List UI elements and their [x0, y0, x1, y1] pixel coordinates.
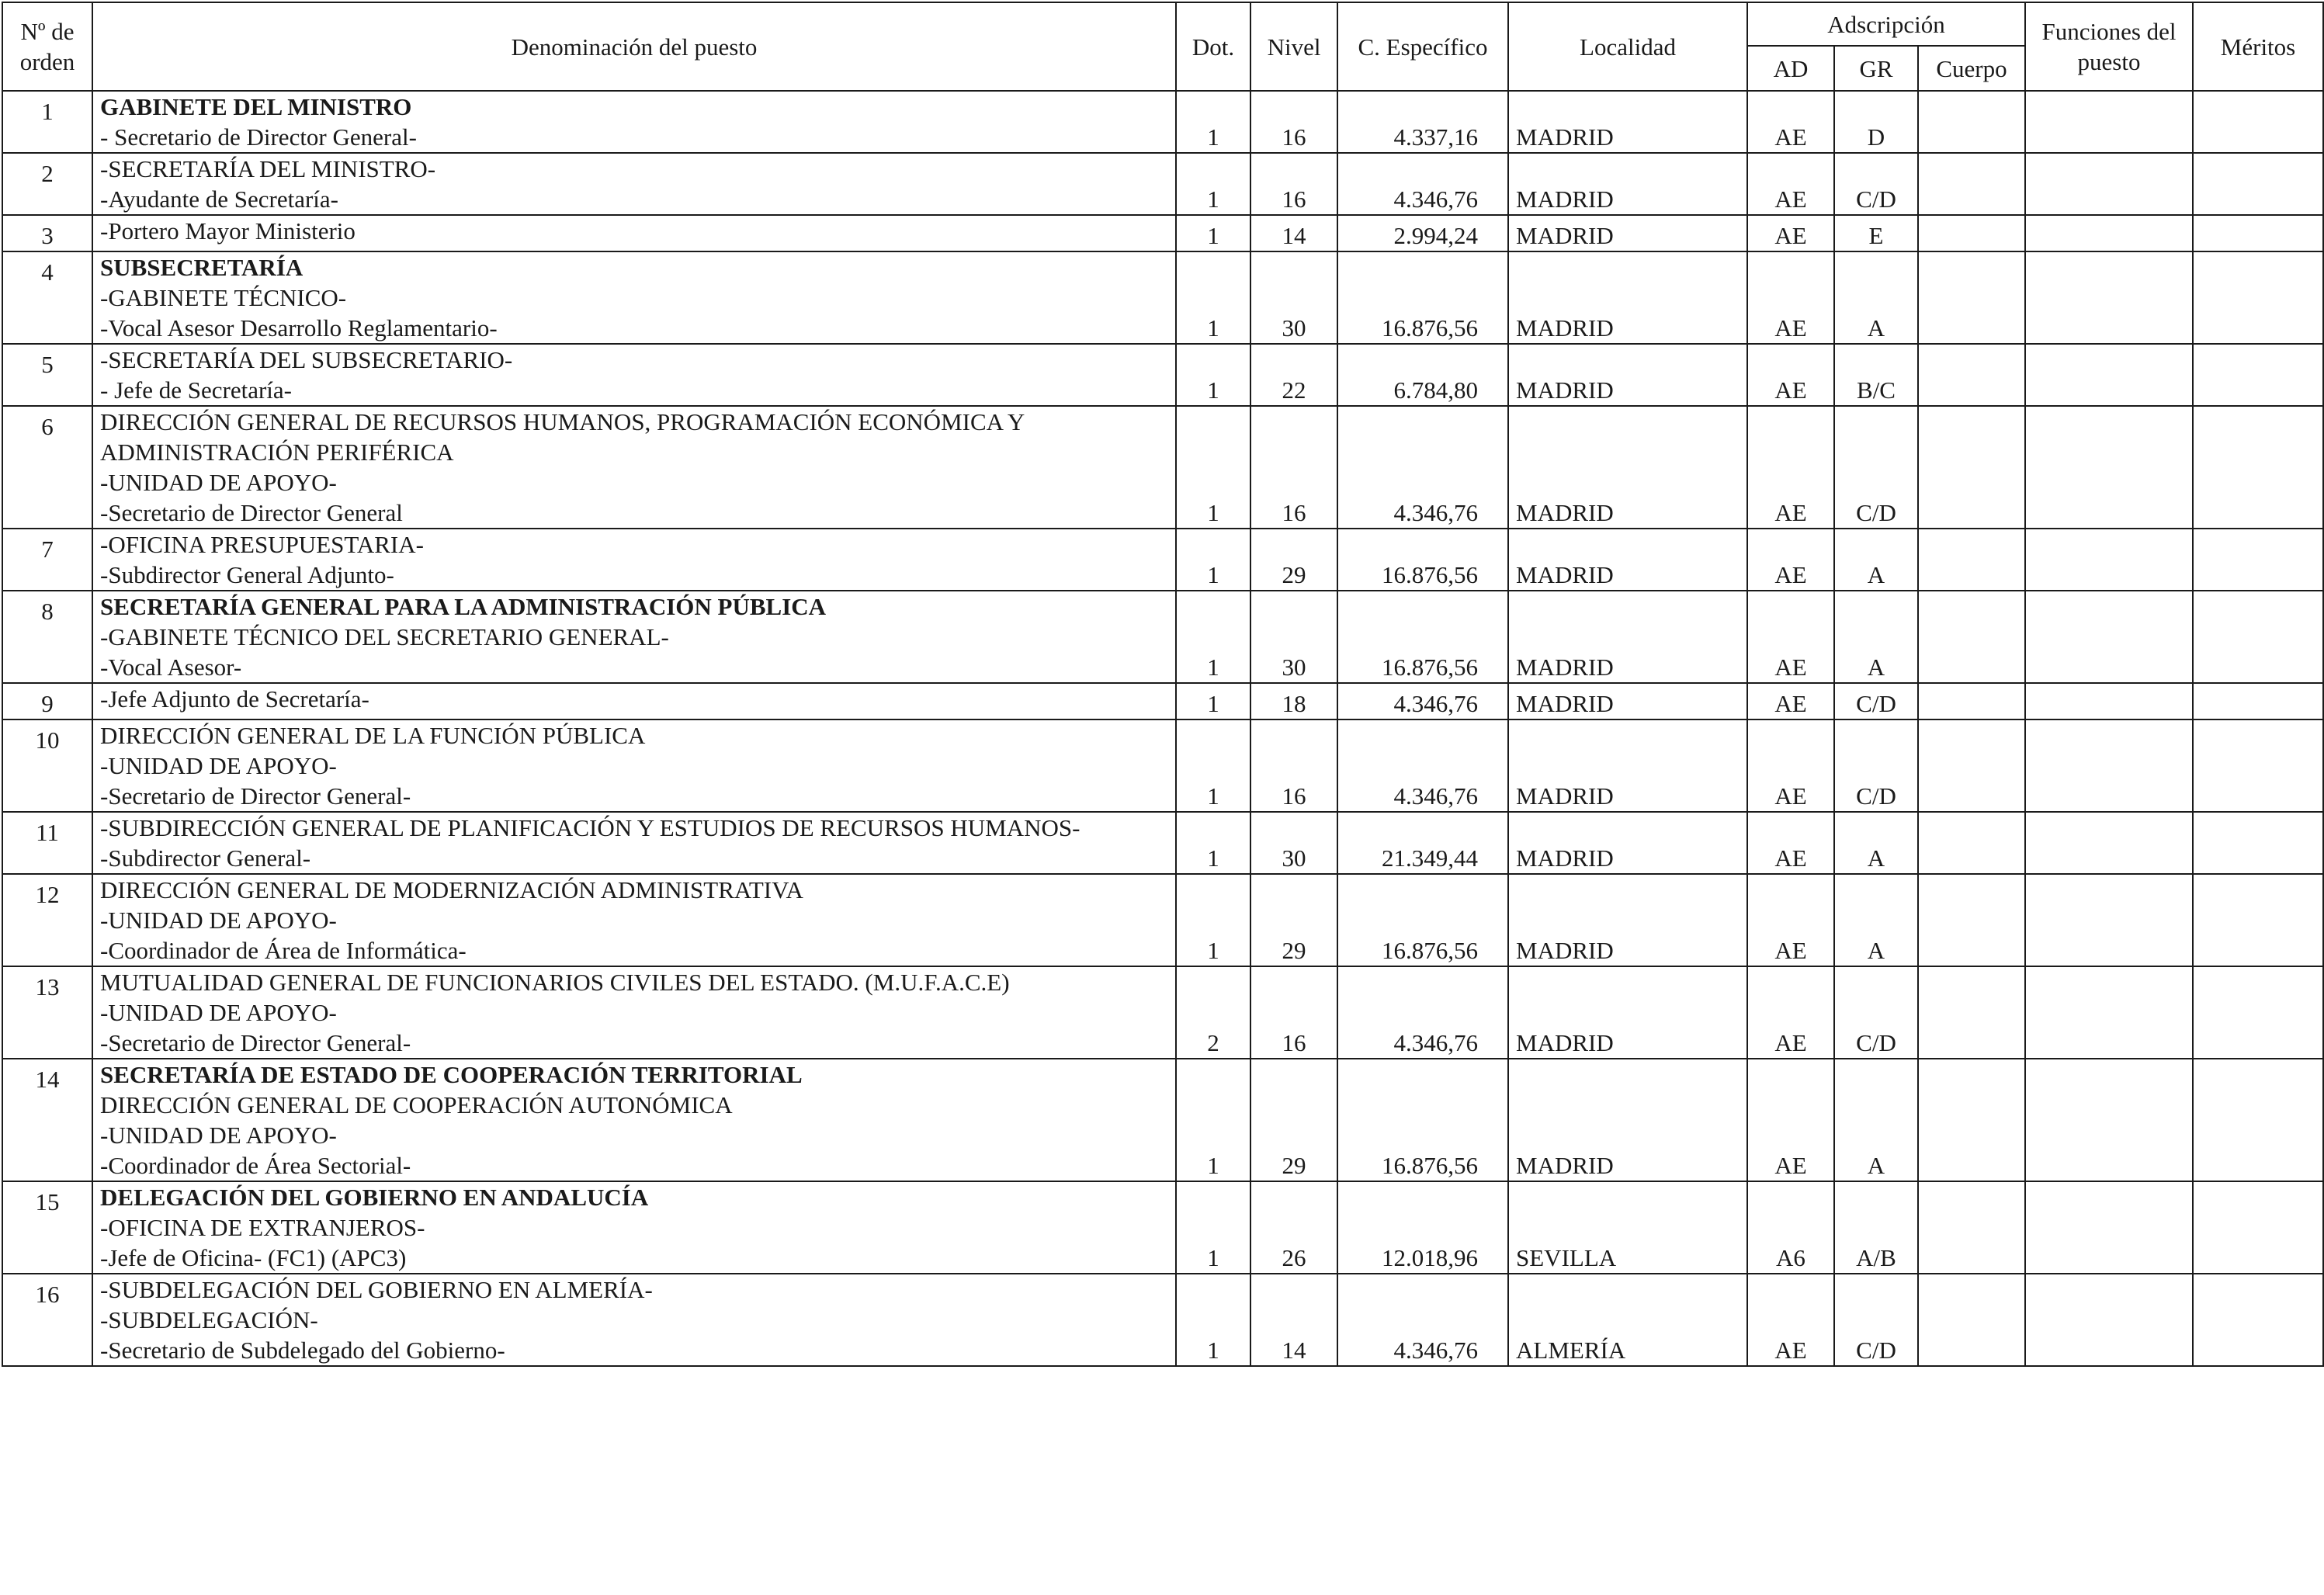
cell-dot: 1 — [1176, 683, 1250, 719]
cell-funciones — [2025, 683, 2193, 719]
cell-funciones — [2025, 966, 2193, 1059]
cell-ad: AE — [1747, 719, 1834, 812]
cell-n-orden: 13 — [2, 966, 92, 1059]
cell-denominacion — [92, 251, 1176, 344]
denominacion-line: -Secretario de Director General- — [100, 782, 411, 810]
cell-localidad: MADRID — [1508, 529, 1747, 591]
cell-funciones — [2025, 344, 2193, 406]
cell-funciones — [2025, 91, 2193, 153]
cell-c-especifico: 2.994,24 — [1337, 215, 1508, 251]
cell-dot: 1 — [1176, 812, 1250, 874]
cell-dot: 1 — [1176, 874, 1250, 966]
cell-cuerpo — [1918, 1181, 2025, 1274]
denominacion-line: -UNIDAD DE APOYO- — [100, 1122, 337, 1149]
cell-funciones — [2025, 591, 2193, 683]
cell-meritos — [2193, 1059, 2323, 1181]
cell-denominacion — [92, 529, 1176, 591]
cell-n-orden: 2 — [2, 153, 92, 215]
cell-nivel: 30 — [1250, 591, 1337, 683]
cell-localidad: MADRID — [1508, 591, 1747, 683]
cell-nivel: 29 — [1250, 874, 1337, 966]
cell-n-orden: 12 — [2, 874, 92, 966]
cell-nivel: 30 — [1250, 251, 1337, 344]
denominacion-line: -Subdirector General Adjunto- — [100, 561, 394, 588]
cell-dot: 2 — [1176, 966, 1250, 1059]
cell-dot: 1 — [1176, 153, 1250, 215]
cell-c-especifico: 4.346,76 — [1337, 719, 1508, 812]
denominacion-line: SUBSECRETARÍA — [100, 254, 304, 281]
denominacion-line: DIRECCIÓN GENERAL DE RECURSOS HUMANOS, PROGRAMACIÓN ECONÓMICA Y ADMINISTRACIÓN PERIFÉRICA — [100, 408, 1025, 466]
cell-cuerpo — [1918, 91, 2025, 153]
cell-gr: A — [1834, 251, 1918, 344]
denominacion-line: -UNIDAD DE APOYO- — [100, 469, 337, 496]
denominacion-line: -Jefe de Oficina- (FC1) (APC3) — [100, 1244, 407, 1271]
cell-cuerpo — [1918, 251, 2025, 344]
cell-nivel: 16 — [1250, 153, 1337, 215]
cell-c-especifico: 16.876,56 — [1337, 251, 1508, 344]
header-localidad: Localidad — [1508, 2, 1747, 91]
header-cuerpo: Cuerpo — [1918, 46, 2025, 91]
cell-meritos — [2193, 215, 2323, 251]
cell-dot: 1 — [1176, 215, 1250, 251]
table-row — [2, 215, 2323, 251]
cell-ad: AE — [1747, 812, 1834, 874]
cell-nivel: 18 — [1250, 683, 1337, 719]
denominacion-line: GABINETE DEL MINISTRO — [100, 93, 412, 120]
cell-gr: A — [1834, 812, 1918, 874]
cell-localidad: SEVILLA — [1508, 1181, 1747, 1274]
cell-gr: C/D — [1834, 966, 1918, 1059]
cell-funciones — [2025, 812, 2193, 874]
cell-meritos — [2193, 874, 2323, 966]
cell-funciones — [2025, 153, 2193, 215]
cell-gr: A — [1834, 874, 1918, 966]
denominacion-line: -Vocal Asesor Desarrollo Reglamentario- — [100, 314, 498, 342]
denominacion-line: -Subdirector General- — [100, 844, 311, 872]
cell-c-especifico: 12.018,96 — [1337, 1181, 1508, 1274]
cell-gr: B/C — [1834, 344, 1918, 406]
cell-dot: 1 — [1176, 344, 1250, 406]
table-row — [2, 344, 2323, 406]
cell-localidad: MADRID — [1508, 406, 1747, 529]
cell-gr: C/D — [1834, 406, 1918, 529]
cell-c-especifico: 6.784,80 — [1337, 344, 1508, 406]
denominacion-line: -SECRETARÍA DEL MINISTRO- — [100, 155, 436, 182]
cell-dot: 1 — [1176, 529, 1250, 591]
cell-denominacion — [92, 683, 1176, 719]
cell-gr: D — [1834, 91, 1918, 153]
cell-nivel: 14 — [1250, 1274, 1337, 1366]
cell-cuerpo — [1918, 1274, 2025, 1366]
denominacion-line: -Coordinador de Área de Informática- — [100, 937, 467, 964]
cell-localidad: MADRID — [1508, 874, 1747, 966]
table-row — [2, 91, 2323, 153]
denominacion-line: -SUBDELEGACIÓN- — [100, 1306, 318, 1333]
cell-localidad: MADRID — [1508, 215, 1747, 251]
cell-c-especifico: 4.346,76 — [1337, 966, 1508, 1059]
cell-localidad: MADRID — [1508, 91, 1747, 153]
cell-c-especifico: 4.346,76 — [1337, 1274, 1508, 1366]
cell-ad: AE — [1747, 1274, 1834, 1366]
cell-n-orden: 7 — [2, 529, 92, 591]
cell-ad: AE — [1747, 153, 1834, 215]
cell-c-especifico: 16.876,56 — [1337, 1059, 1508, 1181]
puestos-table — [2, 2, 2324, 1367]
denominacion-line: -UNIDAD DE APOYO- — [100, 907, 337, 934]
table-row — [2, 406, 2323, 529]
cell-n-orden: 4 — [2, 251, 92, 344]
table-row — [2, 251, 2323, 344]
cell-gr: A — [1834, 1059, 1918, 1181]
cell-localidad: MADRID — [1508, 344, 1747, 406]
table-body — [2, 91, 2323, 1366]
cell-n-orden: 5 — [2, 344, 92, 406]
cell-ad: A6 — [1747, 1181, 1834, 1274]
cell-dot: 1 — [1176, 406, 1250, 529]
cell-ad: AE — [1747, 406, 1834, 529]
cell-c-especifico: 16.876,56 — [1337, 591, 1508, 683]
cell-localidad: MADRID — [1508, 683, 1747, 719]
cell-funciones — [2025, 874, 2193, 966]
cell-ad: AE — [1747, 251, 1834, 344]
table-header — [2, 2, 2323, 91]
cell-dot: 1 — [1176, 719, 1250, 812]
cell-localidad: MADRID — [1508, 812, 1747, 874]
cell-meritos — [2193, 529, 2323, 591]
denominacion-line: -SUBDIRECCIÓN GENERAL DE PLANIFICACIÓN Y ESTUDIOS DE RECURSOS HUMANOS- — [100, 814, 1080, 841]
cell-gr: C/D — [1834, 153, 1918, 215]
denominacion-line: -Portero Mayor Ministerio — [100, 217, 356, 244]
cell-meritos — [2193, 591, 2323, 683]
header-funciones: Funciones del puesto — [2025, 2, 2193, 91]
table-row — [2, 529, 2323, 591]
cell-cuerpo — [1918, 406, 2025, 529]
cell-dot: 1 — [1176, 591, 1250, 683]
denominacion-line: DIRECCIÓN GENERAL DE LA FUNCIÓN PÚBLICA — [100, 722, 646, 749]
denominacion-line: -OFICINA DE EXTRANJEROS- — [100, 1214, 425, 1241]
cell-ad: AE — [1747, 215, 1834, 251]
cell-ad: AE — [1747, 874, 1834, 966]
cell-ad: AE — [1747, 591, 1834, 683]
cell-c-especifico: 4.346,76 — [1337, 406, 1508, 529]
cell-denominacion — [92, 1181, 1176, 1274]
cell-n-orden: 10 — [2, 719, 92, 812]
cell-c-especifico: 21.349,44 — [1337, 812, 1508, 874]
cell-c-especifico: 16.876,56 — [1337, 874, 1508, 966]
cell-nivel: 16 — [1250, 406, 1337, 529]
denominacion-line: -SUBDELEGACIÓN DEL GOBIERNO EN ALMERÍA- — [100, 1276, 653, 1303]
cell-nivel: 26 — [1250, 1181, 1337, 1274]
cell-denominacion — [92, 1274, 1176, 1366]
cell-nivel: 22 — [1250, 344, 1337, 406]
denominacion-line: - Jefe de Secretaría- — [100, 376, 292, 404]
header-denominacion: Denominación del puesto — [92, 2, 1176, 91]
cell-gr: A — [1834, 591, 1918, 683]
table-row — [2, 683, 2323, 719]
cell-n-orden: 11 — [2, 812, 92, 874]
denominacion-line: -Secretario de Director General- — [100, 1029, 411, 1056]
cell-funciones — [2025, 1274, 2193, 1366]
cell-cuerpo — [1918, 966, 2025, 1059]
cell-nivel: 16 — [1250, 91, 1337, 153]
cell-n-orden: 9 — [2, 683, 92, 719]
cell-denominacion — [92, 215, 1176, 251]
cell-cuerpo — [1918, 591, 2025, 683]
table-row — [2, 1274, 2323, 1366]
cell-gr: C/D — [1834, 719, 1918, 812]
denominacion-line: -Ayudante de Secretaría- — [100, 186, 338, 213]
cell-nivel: 16 — [1250, 966, 1337, 1059]
cell-funciones — [2025, 1181, 2193, 1274]
cell-dot: 1 — [1176, 91, 1250, 153]
cell-ad: AE — [1747, 91, 1834, 153]
cell-n-orden: 16 — [2, 1274, 92, 1366]
denominacion-line: SECRETARÍA GENERAL PARA LA ADMINISTRACIÓN PÚBLICA — [100, 593, 827, 620]
cell-ad: AE — [1747, 529, 1834, 591]
cell-c-especifico: 4.337,16 — [1337, 91, 1508, 153]
cell-cuerpo — [1918, 812, 2025, 874]
cell-funciones — [2025, 215, 2193, 251]
cell-denominacion — [92, 406, 1176, 529]
cell-localidad: MADRID — [1508, 251, 1747, 344]
header-ad: AD — [1747, 46, 1834, 91]
denominacion-line: -GABINETE TÉCNICO- — [100, 284, 347, 311]
header-dot: Dot. — [1176, 2, 1250, 91]
cell-nivel: 29 — [1250, 1059, 1337, 1181]
cell-meritos — [2193, 406, 2323, 529]
cell-n-orden: 8 — [2, 591, 92, 683]
cell-nivel: 30 — [1250, 812, 1337, 874]
cell-dot: 1 — [1176, 1181, 1250, 1274]
cell-cuerpo — [1918, 1059, 2025, 1181]
cell-cuerpo — [1918, 874, 2025, 966]
cell-c-especifico: 4.346,76 — [1337, 683, 1508, 719]
cell-gr: A — [1834, 529, 1918, 591]
cell-c-especifico: 4.346,76 — [1337, 153, 1508, 215]
cell-cuerpo — [1918, 719, 2025, 812]
table-row — [2, 153, 2323, 215]
denominacion-line: MUTUALIDAD GENERAL DE FUNCIONARIOS CIVILES DEL ESTADO. (M.U.F.A.C.E) — [100, 969, 1010, 996]
table-row — [2, 1059, 2323, 1181]
cell-funciones — [2025, 719, 2193, 812]
denominacion-line: - Secretario de Director General- — [100, 123, 417, 151]
cell-n-orden: 6 — [2, 406, 92, 529]
cell-n-orden: 1 — [2, 91, 92, 153]
cell-funciones — [2025, 1059, 2193, 1181]
cell-dot: 1 — [1176, 1274, 1250, 1366]
cell-gr: E — [1834, 215, 1918, 251]
header-nivel: Nivel — [1250, 2, 1337, 91]
cell-funciones — [2025, 251, 2193, 344]
table-row — [2, 812, 2323, 874]
cell-dot: 1 — [1176, 251, 1250, 344]
cell-meritos — [2193, 251, 2323, 344]
denominacion-line: DELEGACIÓN DEL GOBIERNO EN ANDALUCÍA — [100, 1184, 649, 1211]
denominacion-line: -Secretario de Subdelegado del Gobierno- — [100, 1337, 505, 1364]
denominacion-line: DIRECCIÓN GENERAL DE MODERNIZACIÓN ADMINISTRATIVA — [100, 876, 803, 903]
cell-meritos — [2193, 1274, 2323, 1366]
denominacion-line: -Secretario de Director General — [100, 499, 403, 526]
cell-meritos — [2193, 1181, 2323, 1274]
cell-localidad: MADRID — [1508, 966, 1747, 1059]
cell-gr: A/B — [1834, 1181, 1918, 1274]
cell-funciones — [2025, 406, 2193, 529]
cell-meritos — [2193, 812, 2323, 874]
denominacion-line: -UNIDAD DE APOYO- — [100, 999, 337, 1026]
cell-denominacion — [92, 1059, 1176, 1181]
cell-denominacion — [92, 719, 1176, 812]
cell-gr: C/D — [1834, 683, 1918, 719]
cell-cuerpo — [1918, 344, 2025, 406]
cell-n-orden: 15 — [2, 1181, 92, 1274]
cell-cuerpo — [1918, 215, 2025, 251]
denominacion-line: -Coordinador de Área Sectorial- — [100, 1152, 411, 1179]
cell-funciones — [2025, 529, 2193, 591]
table-row — [2, 591, 2323, 683]
cell-denominacion — [92, 153, 1176, 215]
cell-c-especifico: 16.876,56 — [1337, 529, 1508, 591]
cell-localidad: MADRID — [1508, 1059, 1747, 1181]
denominacion-line: -GABINETE TÉCNICO DEL SECRETARIO GENERAL- — [100, 623, 669, 650]
cell-ad: AE — [1747, 966, 1834, 1059]
cell-denominacion — [92, 966, 1176, 1059]
cell-ad: AE — [1747, 1059, 1834, 1181]
table-row — [2, 874, 2323, 966]
denominacion-line: -SECRETARÍA DEL SUBSECRETARIO- — [100, 346, 513, 373]
cell-ad: AE — [1747, 344, 1834, 406]
cell-meritos — [2193, 344, 2323, 406]
cell-nivel: 16 — [1250, 719, 1337, 812]
cell-ad: AE — [1747, 683, 1834, 719]
cell-n-orden: 3 — [2, 215, 92, 251]
cell-denominacion — [92, 591, 1176, 683]
cell-meritos — [2193, 683, 2323, 719]
cell-denominacion — [92, 812, 1176, 874]
denominacion-line: -Jefe Adjunto de Secretaría- — [100, 685, 369, 713]
table-row — [2, 1181, 2323, 1274]
cell-denominacion — [92, 874, 1176, 966]
cell-dot: 1 — [1176, 1059, 1250, 1181]
denominacion-line: -Vocal Asesor- — [100, 654, 242, 681]
cell-denominacion — [92, 91, 1176, 153]
cell-localidad: ALMERÍA — [1508, 1274, 1747, 1366]
cell-meritos — [2193, 966, 2323, 1059]
cell-localidad: MADRID — [1508, 719, 1747, 812]
header-n-orden: Nº de orden — [2, 2, 92, 91]
denominacion-line: -OFICINA PRESUPUESTARIA- — [100, 531, 424, 558]
header-adscripcion: Adscripción — [1747, 2, 2025, 46]
cell-meritos — [2193, 153, 2323, 215]
cell-meritos — [2193, 719, 2323, 812]
header-c-especifico: C. Específico — [1337, 2, 1508, 91]
cell-cuerpo — [1918, 153, 2025, 215]
cell-nivel: 14 — [1250, 215, 1337, 251]
cell-cuerpo — [1918, 683, 2025, 719]
header-gr: GR — [1834, 46, 1918, 91]
cell-cuerpo — [1918, 529, 2025, 591]
denominacion-line: SECRETARÍA DE ESTADO DE COOPERACIÓN TERRITORIAL — [100, 1061, 803, 1088]
header-meritos: Méritos — [2193, 2, 2323, 91]
cell-gr: C/D — [1834, 1274, 1918, 1366]
cell-nivel: 29 — [1250, 529, 1337, 591]
cell-localidad: MADRID — [1508, 153, 1747, 215]
table-row — [2, 719, 2323, 812]
denominacion-line: -UNIDAD DE APOYO- — [100, 752, 337, 779]
cell-n-orden: 14 — [2, 1059, 92, 1181]
table-row — [2, 966, 2323, 1059]
cell-meritos — [2193, 91, 2323, 153]
cell-denominacion — [92, 344, 1176, 406]
denominacion-line: DIRECCIÓN GENERAL DE COOPERACIÓN AUTONÓMICA — [100, 1091, 733, 1118]
